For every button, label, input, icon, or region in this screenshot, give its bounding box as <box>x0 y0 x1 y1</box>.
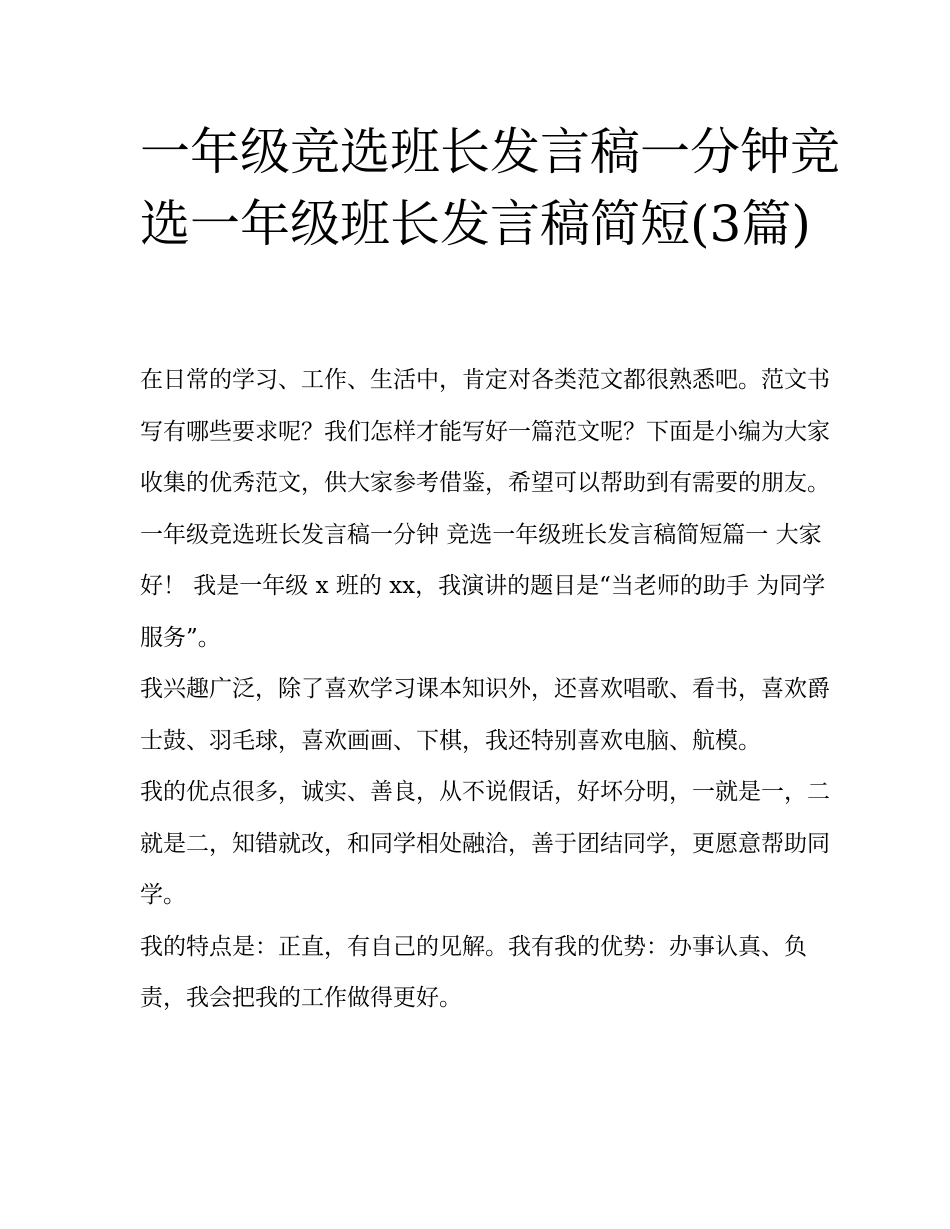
paragraph-intro: 在日常的学习、工作、生活中，肯定对各类范文都很熟悉吧。范文书写有哪些要求呢？我们怎样才能写好一篇范文呢？下面是小编为大家收集的优秀范文，供大家参考借鉴，希望可以帮助到有需要的朋友。 <box>140 367 830 496</box>
document-title: 一年级竞选班长发言稿一分钟竞选一年级班长发言稿简短(3篇) <box>140 123 840 253</box>
paragraph-strengths: 我的优点很多，诚实、善良，从不说假话，好坏分明，一就是一，二就是二，知错就改，和同学相处融洽，善于团结同学，更愿意帮助同学。 <box>140 779 830 908</box>
paragraph-interests: 我兴趣广泛，除了喜欢学习课本知识外，还喜欢唱歌、看书，喜欢爵士鼓、羽毛球，喜欢画画、下棋，我还特别喜欢电脑、航模。 <box>140 676 830 754</box>
paragraph-greeting: 一年级竞选班长发言稿一分钟 竞选一年级班长发言稿简短篇一 大家好！ 我是一年级 x 班的 xx，我演讲的题目是“当老师的助手 为同学服务”。 <box>140 521 826 651</box>
document-body <box>140 355 830 1025</box>
paragraph-traits: 我的特点是：正直，有自己的见解。我有我的优势：办事认真、负责，我会把我的工作做得更好。 <box>140 933 807 1011</box>
